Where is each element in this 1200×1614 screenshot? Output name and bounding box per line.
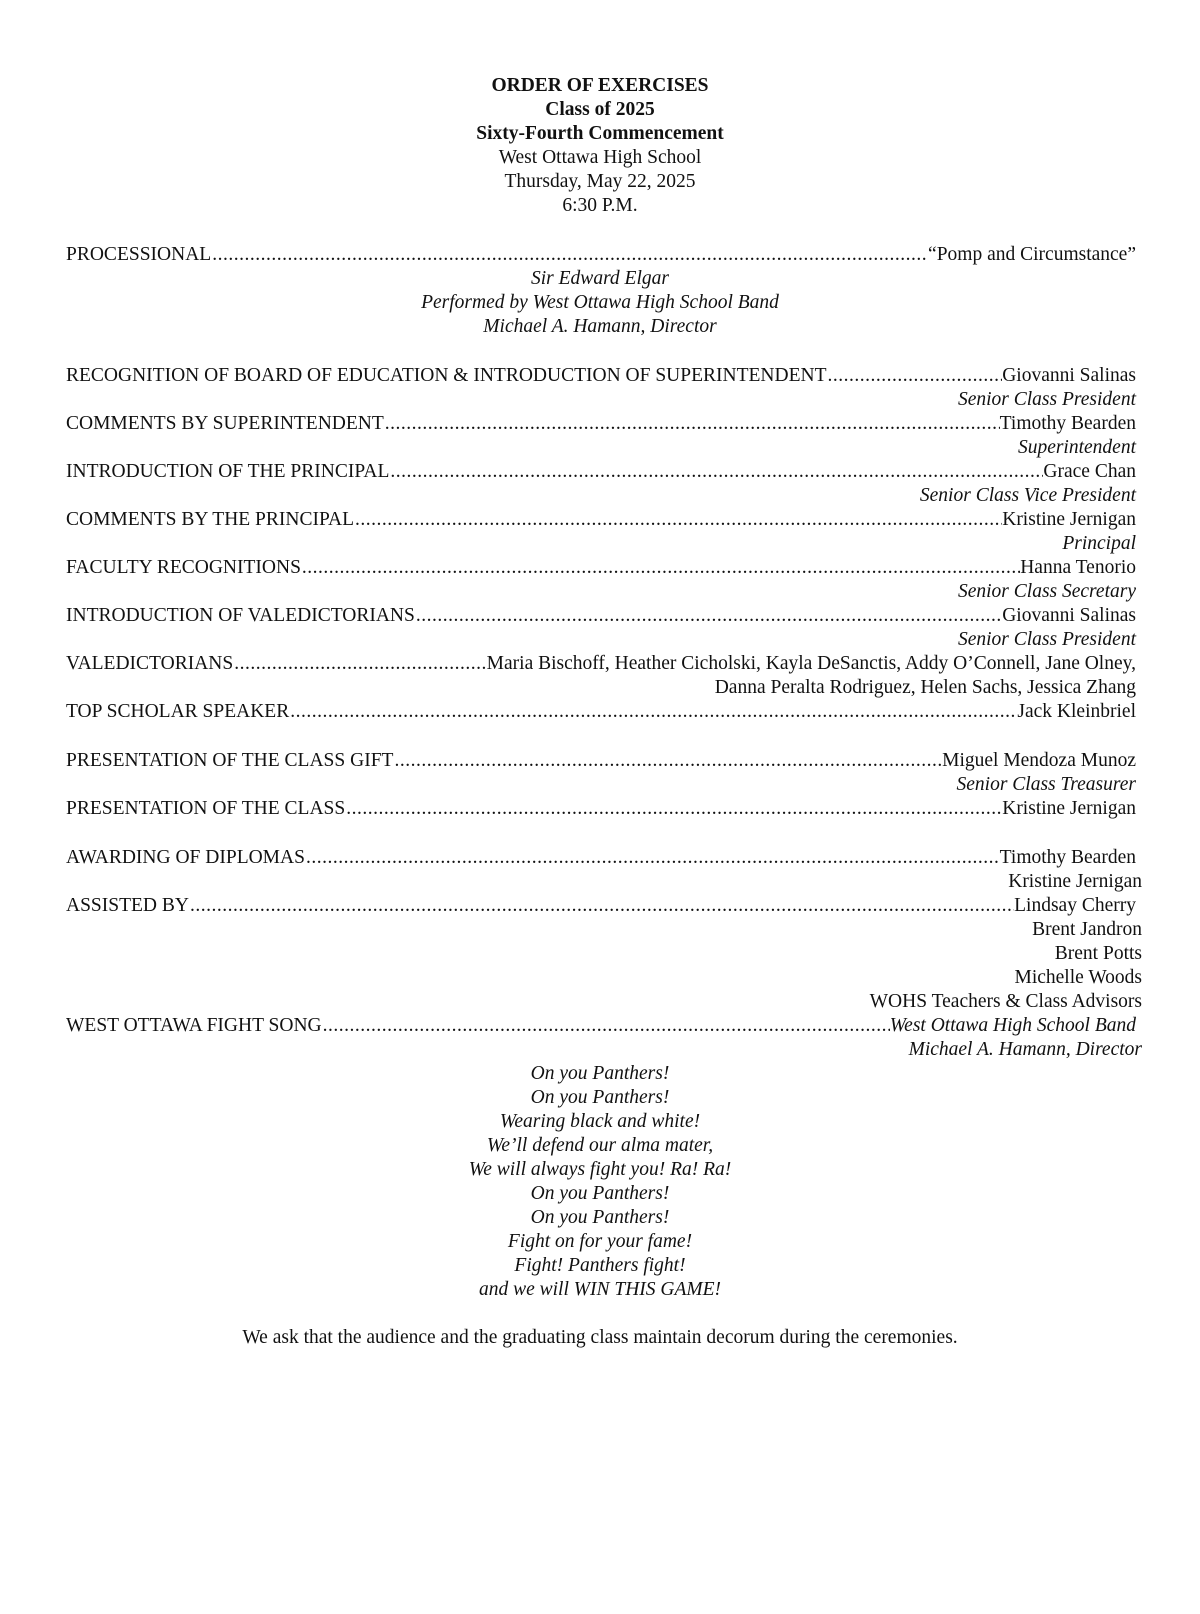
processional-row — [66, 242, 1136, 267]
valedictorians-names-cont: Danna Peralta Rodriguez, Helen Sachs, Jessica Zhang — [714, 677, 1136, 698]
assisted-row — [66, 893, 1136, 918]
lyric-line: On you Panthers! — [530, 1063, 670, 1084]
program-item-role: Principal — [1062, 533, 1136, 554]
processional-piece: “Pomp and Circumstance” — [928, 244, 1136, 265]
commencement-title: Sixty-Fourth Commencement — [476, 123, 724, 144]
program-item-name: Giovanni Salinas — [1002, 605, 1136, 626]
lyric-line: We will always fight you! Ra! Ra! — [468, 1159, 732, 1180]
processional-performer: Performed by West Ottawa High School Band — [421, 292, 779, 313]
diplomas-name-2: Kristine Jernigan — [1008, 871, 1142, 892]
assistant-name: Brent Jandron — [1032, 919, 1142, 940]
program-item-label: INTRODUCTION OF THE PRINCIPAL — [66, 461, 390, 482]
fight-song-row — [66, 1013, 1136, 1038]
fight-song-performer: West Ottawa High School Band — [889, 1015, 1136, 1036]
dot-leader — [305, 845, 1000, 870]
program-item-name: Grace Chan — [1043, 461, 1136, 482]
dot-leader — [289, 699, 1017, 724]
dot-leader — [301, 555, 1020, 580]
class-gift-row — [66, 748, 1136, 773]
valedictorians-names: Maria Bischoff, Heather Cicholski, Kayla DeSanctis, Addy O’Connell, Jane Olney, — [486, 653, 1136, 674]
program-item-role: Senior Class Vice President — [919, 485, 1136, 506]
dot-leader — [393, 748, 942, 773]
presentation-class-label: PRESENTATION OF THE CLASS — [66, 798, 346, 819]
dot-leader — [322, 1013, 890, 1038]
program-item-label: COMMENTS BY THE PRINCIPAL — [66, 509, 355, 530]
presentation-class-row — [66, 796, 1136, 821]
valedictorians-label: VALEDICTORIANS — [66, 653, 234, 674]
dot-leader — [211, 242, 928, 267]
dot-leader — [415, 603, 1002, 628]
top-scholar-name: Jack Kleinbriel — [1017, 701, 1136, 722]
program-title: ORDER OF EXERCISES — [491, 75, 709, 96]
class-gift-name: Miguel Mendoza Munoz — [942, 750, 1136, 771]
assisted-name: Lindsay Cherry — [1014, 895, 1136, 916]
program-item-role: Senior Class Secretary — [957, 581, 1136, 602]
program-row — [66, 555, 1136, 580]
dot-leader — [384, 411, 1000, 436]
class-gift-role: Senior Class Treasurer — [956, 774, 1136, 795]
valedictorians-row — [66, 651, 1136, 676]
lyric-line: We’ll defend our alma mater, — [486, 1135, 714, 1156]
dot-leader — [189, 893, 1014, 918]
lyric-line: Fight on for your fame! — [507, 1231, 693, 1252]
diplomas-row — [66, 845, 1136, 870]
program-row — [66, 411, 1136, 436]
lyric-line: On you Panthers! — [530, 1183, 670, 1204]
program-row — [66, 459, 1136, 484]
processional-label: PROCESSIONAL — [66, 244, 212, 265]
lyric-line: Wearing black and white! — [499, 1111, 701, 1132]
assistant-name: WOHS Teachers & Class Advisors — [869, 991, 1142, 1012]
program-row — [66, 507, 1136, 532]
dot-leader — [233, 651, 486, 676]
program-item-label: FACULTY RECOGNITIONS — [66, 557, 301, 578]
class-gift-label: PRESENTATION OF THE CLASS GIFT — [66, 750, 394, 771]
program-item-label: RECOGNITION OF BOARD OF EDUCATION & INTRODUCTION OF SUPERINTENDENT — [66, 365, 827, 386]
dot-leader — [345, 796, 1002, 821]
school-name: West Ottawa High School — [498, 147, 702, 168]
diplomas-label: AWARDING OF DIPLOMAS — [66, 847, 305, 868]
processional-director: Michael A. Hamann, Director — [483, 316, 717, 337]
processional-composer: Sir Edward Elgar — [531, 268, 669, 289]
program-item-name: Kristine Jernigan — [1002, 509, 1136, 530]
class-of: Class of 2025 — [545, 99, 655, 120]
assistant-name: Brent Potts — [1054, 943, 1142, 964]
program-item-role: Senior Class President — [957, 389, 1136, 410]
top-scholar-row — [66, 699, 1136, 724]
program-item-role: Superintendent — [1017, 437, 1136, 458]
diplomas-name: Timothy Bearden — [999, 847, 1136, 868]
event-date: Thursday, May 22, 2025 — [504, 171, 696, 192]
event-time: 6:30 P.M. — [562, 195, 638, 216]
program-row — [66, 603, 1136, 628]
fight-song-label: WEST OTTAWA FIGHT SONG — [66, 1015, 322, 1036]
dot-leader — [389, 459, 1043, 484]
decorum-notice: We ask that the audience and the graduating class maintain decorum during the ceremonies. — [242, 1327, 958, 1348]
dot-leader — [354, 507, 1002, 532]
top-scholar-label: TOP SCHOLAR SPEAKER — [66, 701, 290, 722]
program-item-label: COMMENTS BY SUPERINTENDENT — [66, 413, 384, 434]
program-item-name: Hanna Tenorio — [1020, 557, 1136, 578]
program-row — [66, 363, 1136, 388]
lyric-line: On you Panthers! — [530, 1207, 670, 1228]
lyric-line: Fight! Panthers fight! — [514, 1255, 686, 1276]
program-item-label: INTRODUCTION OF VALEDICTORIANS — [66, 605, 415, 626]
assistant-name: Michelle Woods — [1014, 967, 1142, 988]
fight-song-director: Michael A. Hamann, Director — [908, 1039, 1142, 1060]
assisted-label: ASSISTED BY — [66, 895, 189, 916]
lyric-line: and we will WIN THIS GAME! — [478, 1279, 722, 1300]
program-item-name: Giovanni Salinas — [1002, 365, 1136, 386]
presentation-class-name: Kristine Jernigan — [1002, 798, 1136, 819]
program-item-name: Timothy Bearden — [999, 413, 1136, 434]
dot-leader — [827, 363, 1003, 388]
lyric-line: On you Panthers! — [530, 1087, 670, 1108]
program-item-role: Senior Class President — [957, 629, 1136, 650]
